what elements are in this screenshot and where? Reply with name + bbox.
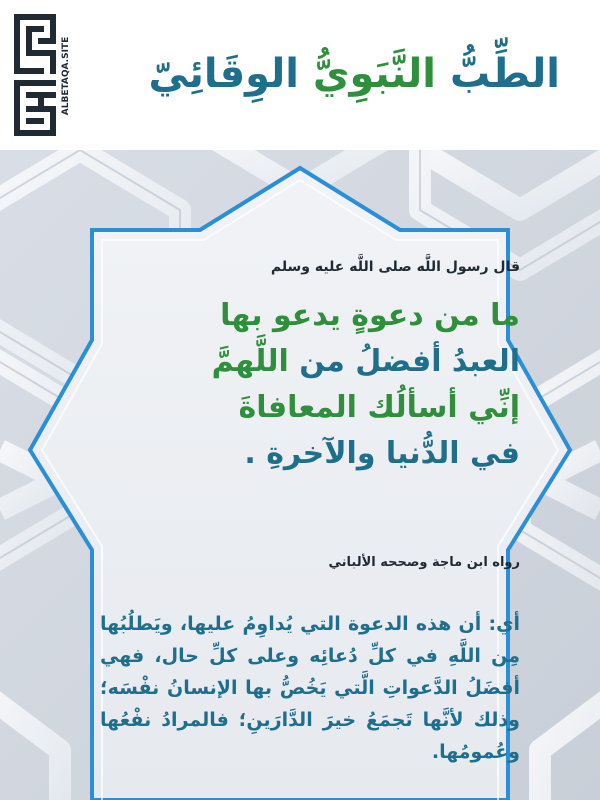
logo-site-text: ALBETAQA.SITE [61,36,71,116]
hadith-line-1: ما من دعوةٍ يدعو بها [220,298,520,333]
hadith-line-2a: العبدُ أفضلُ من [288,344,520,379]
header [0,0,600,151]
hadith-line-3: إنِّي أسألُك المعافاةَ [238,390,520,425]
hadith-explanation: أي: أن هذه الدعوة التي يُداوِمُ عليها، ويَطلُبُها مِن اللَّهِ في كلِّ دُعائِه وعلى كلِّ حال، فهي أفضَلُ الدَّعواتِ الَّتي يَخُصُّ بها الإنسانُ نفْسَه؛ وذلك لأنَّها تَجمَعُ خيرَ الدَّارَينِ؛ فالمرادُ نفْعُها وعُمومُها. [100,613,520,763]
title-part-3: الوِقَائِيّ [148,51,299,97]
hadith-card [100,255,520,763]
page-title [90,44,560,104]
hadith-text [100,293,520,477]
hadith-intro: قال رسول اللَّه صلى اللَّه عليه وسلم [270,259,520,275]
title-part-1: الطِّبُّ [449,51,560,97]
hadith-line-4: في الدُّنيا والآخرةِ . [244,436,520,471]
title-part-2: النَّبَوِيُّ [312,51,437,97]
hadith-line-2b: اللَّهمَّ [211,344,289,379]
hadith-source: رواه ابن ماجة وصححه الألباني [328,555,520,570]
albetaqa-logo [10,10,80,140]
